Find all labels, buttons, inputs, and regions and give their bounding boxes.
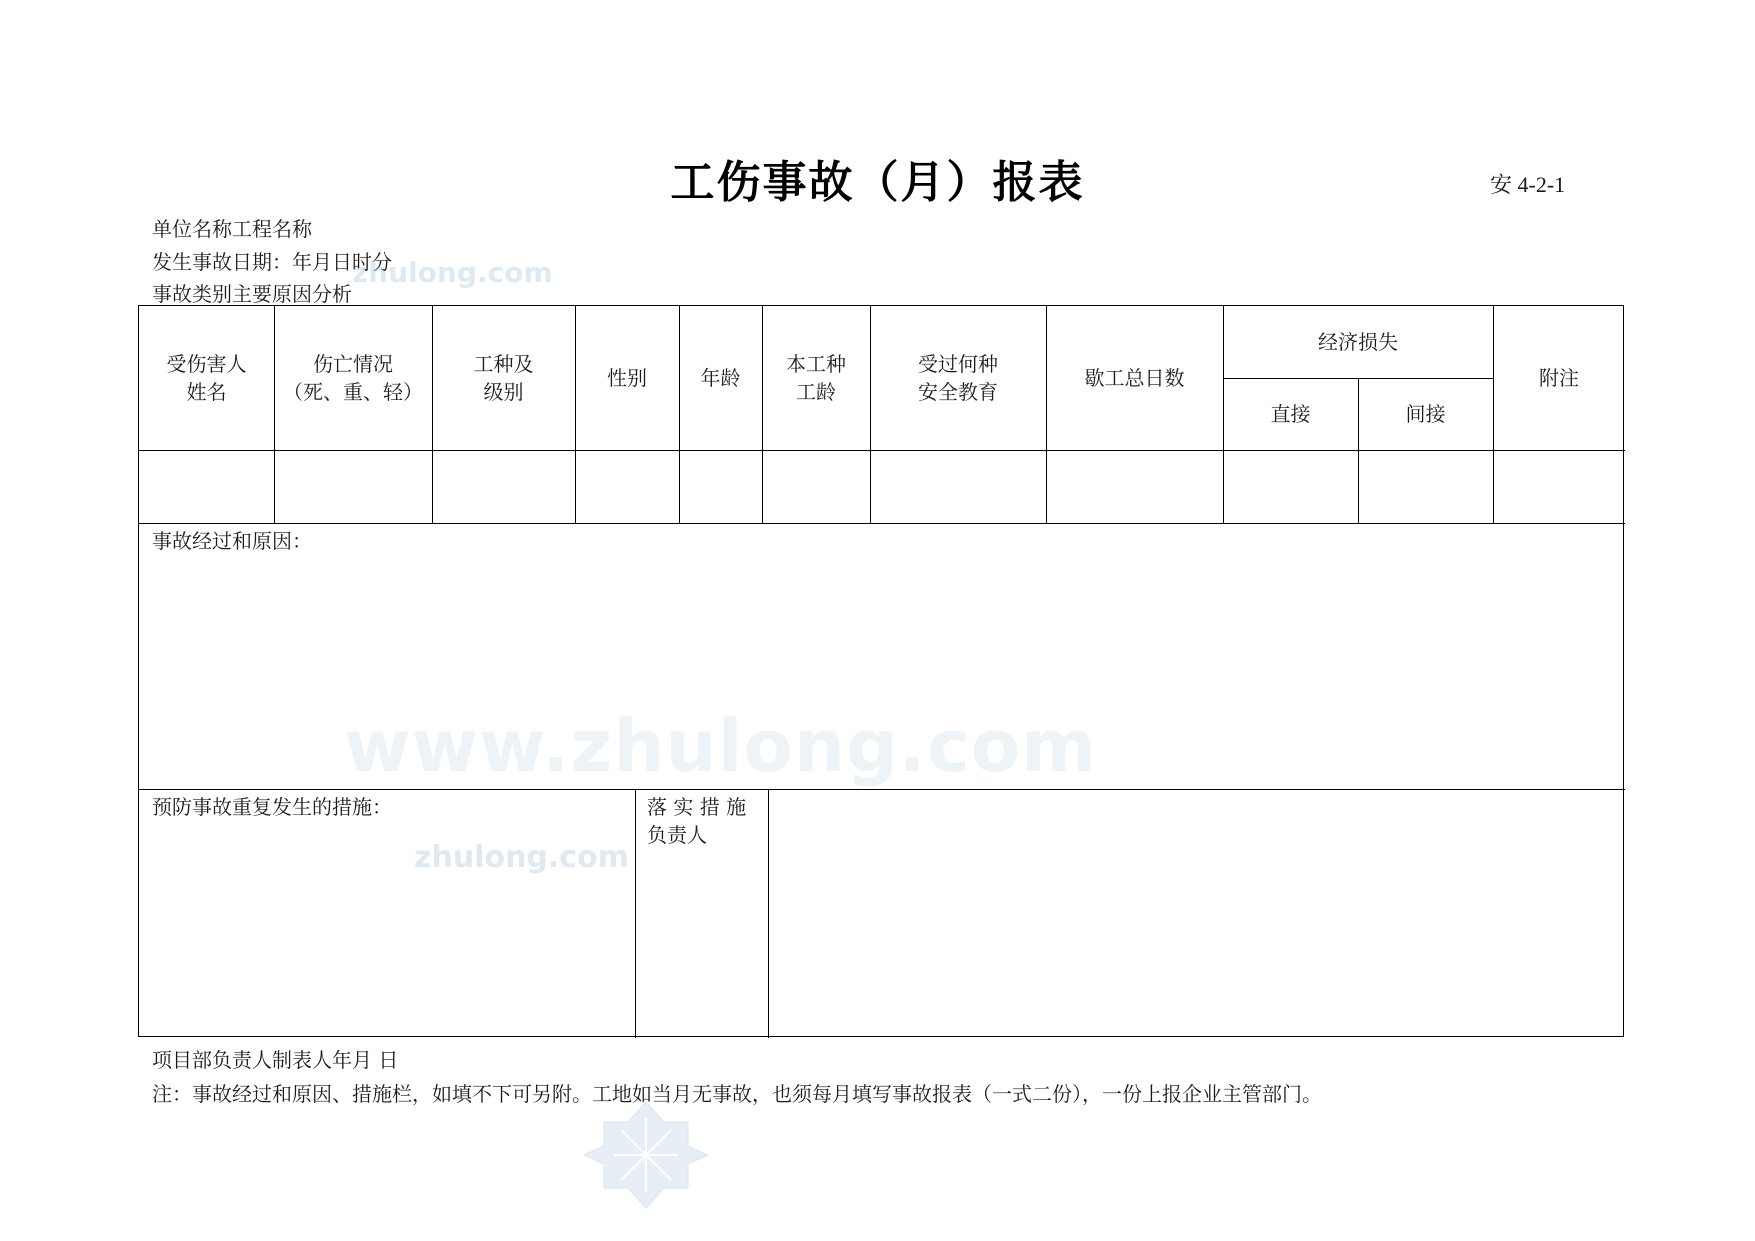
prevention-measures-field[interactable] bbox=[139, 822, 634, 1036]
watermark-logo-icon bbox=[576, 1100, 716, 1210]
data-cell-gender[interactable] bbox=[576, 451, 679, 523]
unit-project-name-line: 单位名称工程名称 bbox=[152, 217, 312, 241]
data-cell-age[interactable] bbox=[680, 451, 762, 523]
accident-process-field[interactable] bbox=[139, 556, 1625, 788]
data-cell-seniority[interactable] bbox=[763, 451, 870, 523]
header-age: 年龄 bbox=[700, 366, 741, 390]
accident-category-line: 事故类别主要原因分析 bbox=[152, 282, 352, 306]
accident-process-label: 事故经过和原因： bbox=[152, 529, 312, 553]
data-cell-days-off[interactable] bbox=[1047, 451, 1223, 523]
header-injured-name: 受伤害人 姓名 bbox=[166, 352, 247, 404]
data-cell-status[interactable] bbox=[275, 451, 432, 523]
signature-line: 项目部负责人制表人年月 日 bbox=[152, 1048, 399, 1072]
watermark-lower: zhulong.com bbox=[414, 840, 629, 875]
data-cell-loss-indirect[interactable] bbox=[1359, 451, 1493, 523]
header-job-seniority: 本工种 工龄 bbox=[786, 352, 846, 404]
data-cell-name[interactable] bbox=[139, 451, 274, 523]
header-economic-loss: 经济损失 bbox=[1318, 330, 1398, 354]
watermark-center: www.zhulong.com bbox=[344, 704, 1098, 788]
header-job-level: 工种及 级别 bbox=[473, 352, 534, 404]
accident-date-line: 发生事故日期：年月日时分 bbox=[152, 250, 392, 274]
header-days-off: 歇工总日数 bbox=[1084, 366, 1185, 390]
column-divider bbox=[635, 789, 636, 1038]
data-cell-loss-direct[interactable] bbox=[1224, 451, 1358, 523]
accident-report-table bbox=[138, 305, 1624, 1037]
footnote: 注：事故经过和原因、措施栏，如填不下可另附。工地如当月无事故，也须每月填写事故报表（一式二份），一份上报企业主管部门。 bbox=[152, 1082, 1322, 1106]
header-safety-education: 受过何种 安全教育 bbox=[918, 352, 998, 404]
header-gender: 性别 bbox=[607, 366, 647, 390]
prevention-measures-label: 预防事故重复发生的措施： bbox=[152, 795, 392, 819]
form-code: 安 4-2-1 bbox=[1490, 172, 1566, 197]
row-divider bbox=[139, 523, 1625, 524]
header-casualty-status: 伤亡情况 （死、重、轻） bbox=[283, 352, 423, 404]
page-title: 工伤事故（月）报表 bbox=[670, 157, 1085, 208]
watermark-top: zhulong.com bbox=[352, 256, 553, 289]
responsible-person-field[interactable] bbox=[770, 791, 1623, 1036]
data-cell-job[interactable] bbox=[433, 451, 575, 523]
header-loss-indirect: 间接 bbox=[1405, 402, 1446, 426]
data-cell-remarks[interactable] bbox=[1494, 451, 1625, 523]
header-loss-direct: 直接 bbox=[1270, 402, 1311, 426]
header-remarks: 附注 bbox=[1539, 366, 1579, 390]
data-cell-education[interactable] bbox=[871, 451, 1046, 523]
responsible-person-label: 落 实 措 施 负责人 bbox=[647, 795, 747, 847]
